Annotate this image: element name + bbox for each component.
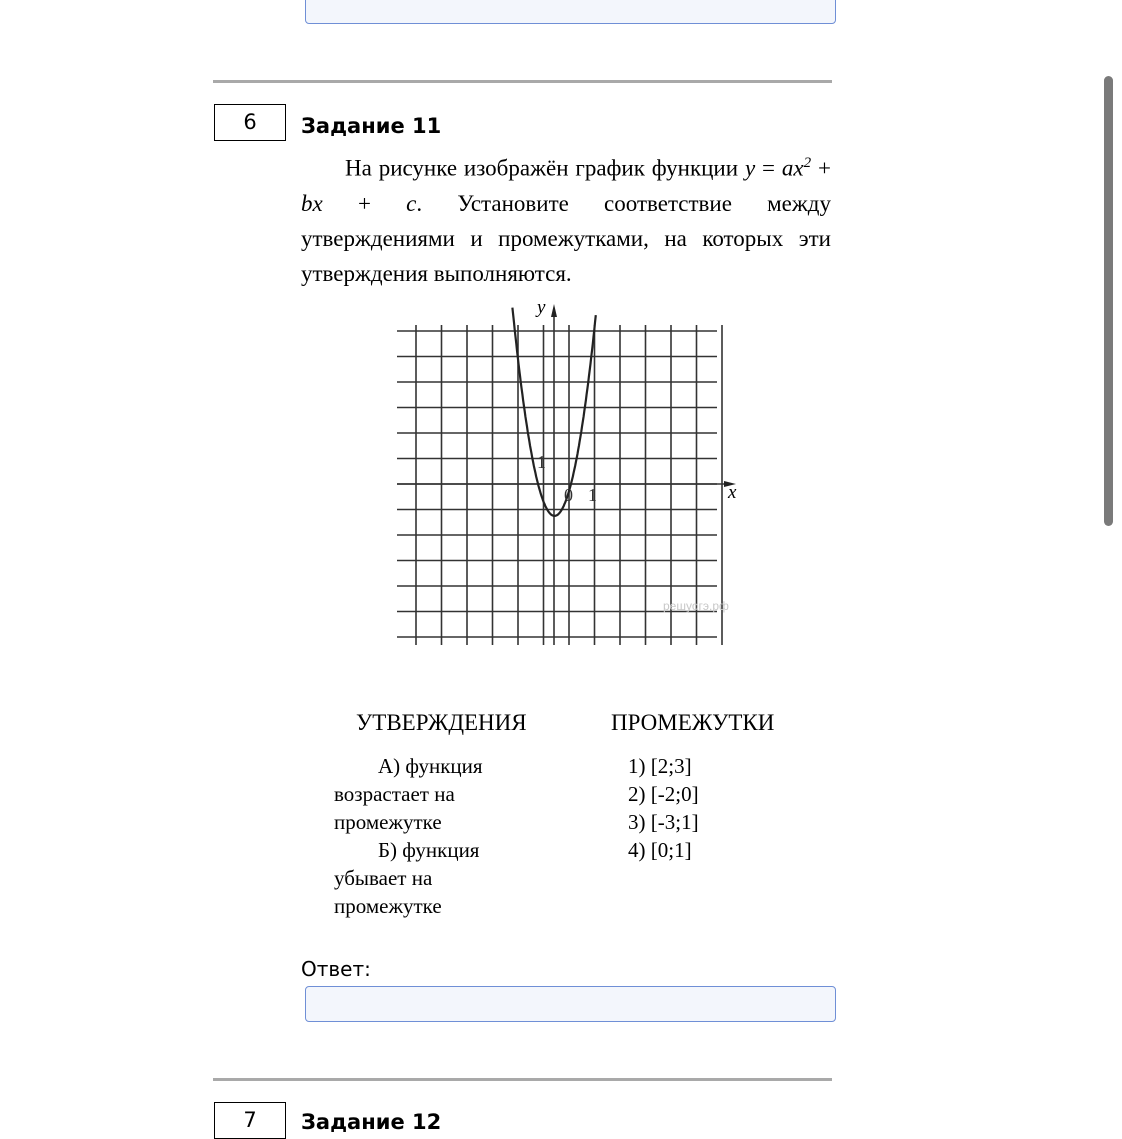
- claim-b: Б) функция убывает на промежутке: [334, 838, 480, 918]
- claims-header: УТВЕРЖДЕНИЯ: [356, 710, 527, 735]
- watermark: решуогэ.рф: [663, 599, 729, 613]
- x-unit-label: 1: [588, 485, 597, 505]
- task-title: Задание 11: [301, 114, 442, 138]
- answer-input[interactable]: [305, 986, 836, 1022]
- function-graph: [385, 295, 755, 655]
- y-axis-label: y: [537, 297, 546, 318]
- x-axis-label: x: [728, 482, 737, 503]
- y-unit-label: 1: [537, 452, 546, 472]
- answer-label: Ответ:: [301, 957, 371, 981]
- next-task-number: 7: [214, 1102, 286, 1139]
- interval-item: 4) [0;1]: [628, 838, 692, 862]
- divider: [213, 80, 832, 83]
- grid: [397, 313, 730, 645]
- task-statement: На рисунке изображён график функции $y = ax^2$ + bx + c. Установите соответствие между утверждениями и промежутками, на которых эти утверждения выполняются.: [301, 155, 831, 286]
- claim-a: А) функция возрастает на промежутке: [334, 754, 483, 834]
- claims-list: [334, 752, 534, 920]
- prev-answer-input[interactable]: [305, 0, 836, 24]
- interval-item: 2) [-2;0]: [628, 782, 699, 806]
- intervals-header: ПРОМЕЖУТКИ: [611, 710, 775, 735]
- y-axis-arrow: [551, 304, 557, 317]
- scrollbar-thumb[interactable]: [1104, 76, 1113, 526]
- interval-item: 3) [-3;1]: [628, 810, 699, 834]
- task-number: 6: [214, 104, 286, 141]
- origin-label: 0: [564, 485, 573, 505]
- next-task-title: Задание 12: [301, 1110, 442, 1134]
- interval-item: 1) [2;3]: [628, 754, 692, 778]
- intervals-list: [628, 752, 699, 864]
- divider: [213, 1078, 832, 1081]
